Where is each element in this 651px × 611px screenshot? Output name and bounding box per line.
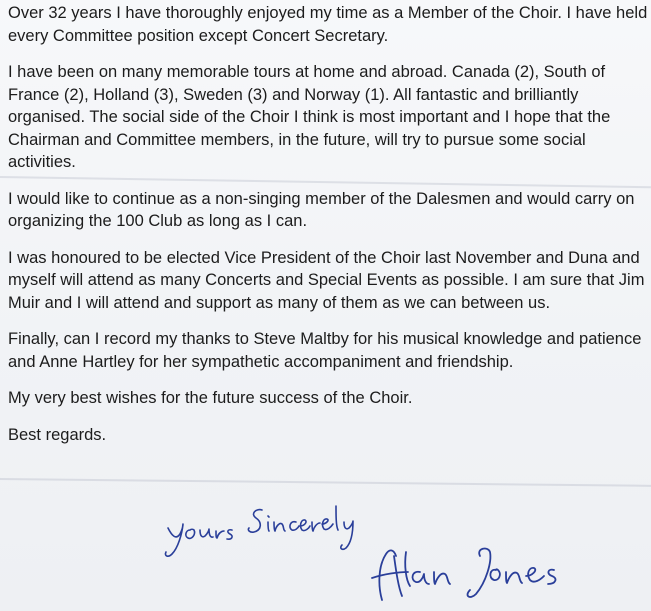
paragraph-best-wishes: My very best wishes for the future success of the Choir. xyxy=(8,389,413,407)
sign-off: Best regards. xyxy=(8,425,107,444)
paragraph-continue: I would like to continue as a non-singing member of the Dalesmen and would carry on organizing the 100 Club as long as I can. xyxy=(8,189,635,230)
paper-fold-line xyxy=(0,478,651,487)
handwritten-signature xyxy=(150,500,570,608)
paragraph-vice-president: I was honoured to be elected Vice President of the Choir last November and Duna and myself will attend as many Concerts and Special Events as possible. I am sure that Jim Muir and I will attend and support as many of them as we can between us. xyxy=(8,248,645,312)
signature-closing-handwriting xyxy=(165,506,353,556)
signature-name-handwriting xyxy=(372,549,555,600)
paragraph-thanks: Finally, can I record my thanks to Steve Maltby for his musical knowledge and patience and Anne Hartley for her sympathetic accompaniment and friendship. xyxy=(8,330,642,371)
paragraph-tours: I have been on many memorable tours at home and abroad. Canada (2), South of France (2), Holland (3), Sweden (3) and Norway (1). All fantastic and brilliantly organised. The social side of the Choir I think is most important and I hope that the Chairman and Committee members, in the future, will try to pursue some social activities. xyxy=(8,63,611,171)
letter-body xyxy=(8,2,648,446)
paragraph-membership: Over 32 years I have thoroughly enjoyed my time as a Member of the Choir. I have held every Committee position except Concert Secretary. xyxy=(8,4,648,45)
